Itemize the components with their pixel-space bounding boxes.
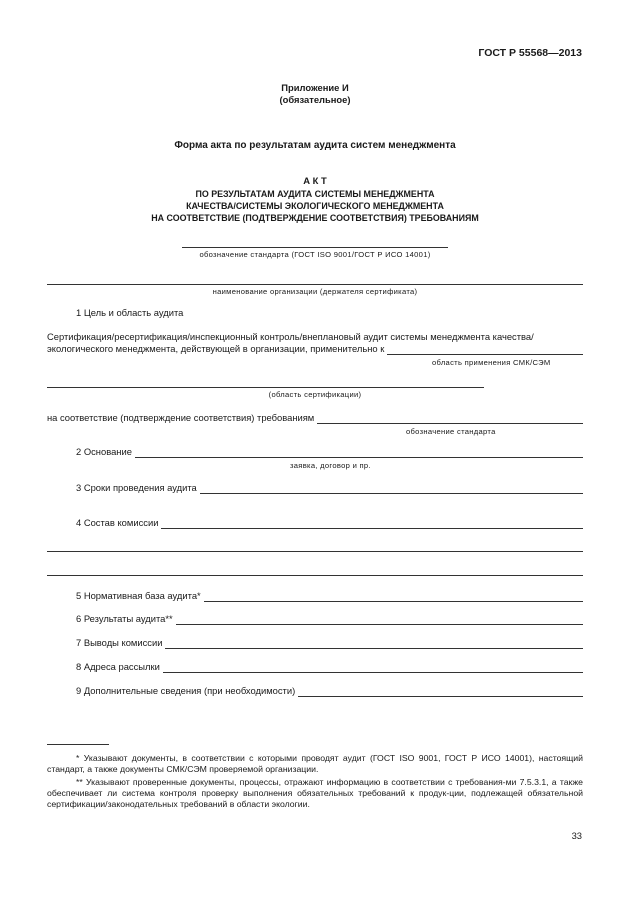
- section-2-row: [76, 446, 583, 458]
- appendix-title: Приложение И: [281, 82, 349, 93]
- act-line-1: ПО РЕЗУЛЬТАТАМ АУДИТА СИСТЕМЫ МЕНЕДЖМЕНТА: [195, 189, 435, 199]
- section-5-title: 5 Нормативная база аудита*: [76, 590, 201, 601]
- section-7-row: [76, 637, 583, 649]
- page-number: 33: [571, 830, 582, 841]
- section-6-title: 6 Результаты аудита**: [76, 613, 173, 624]
- organization-name-field[interactable]: [47, 284, 583, 285]
- section-4-title: 4 Состав комиссии: [76, 517, 159, 528]
- section-1-text-1: Сертификация/ресертификация/инспекционный контроль/внеплановый аудит системы менеджмента качества/: [47, 331, 534, 342]
- commission-field[interactable]: [161, 518, 583, 529]
- section-8-row: [76, 661, 583, 673]
- section-9-row: [76, 685, 583, 697]
- section-4-row: [76, 517, 583, 529]
- act-title: А К Т: [303, 175, 327, 186]
- section-8-title: 8 Адреса рассылки: [76, 661, 160, 672]
- appendix-status: (обязательное): [279, 94, 351, 105]
- basis-field[interactable]: [135, 447, 583, 458]
- section-7-title: 7 Выводы комиссии: [76, 637, 163, 648]
- section-2-title: 2 Основание: [76, 446, 132, 457]
- commission-field-line-2[interactable]: [47, 551, 583, 552]
- conclusions-field[interactable]: [165, 638, 583, 649]
- act-line-3: НА СООТВЕТСТВИЕ (ПОДТВЕРЖДЕНИЕ СООТВЕТСТВИЯ) ТРЕБОВАНИЯМ: [151, 213, 479, 223]
- form-title: Форма акта по результатам аудита систем менеджмента: [174, 140, 456, 151]
- compliance-standard-field[interactable]: [317, 413, 583, 424]
- standard-designation-caption: обозначение стандарта (ГОСТ ISO 9001/ГОСТ Р ИСО 14001): [199, 250, 431, 259]
- compliance-standard-caption: обозначение стандарта: [406, 427, 496, 436]
- section-9-title: 9 Дополнительные сведения (при необходимости): [76, 685, 296, 696]
- compliance-label: на соответствие (подтверждение соответствия) требованиям: [47, 412, 315, 423]
- compliance-row: [47, 412, 583, 424]
- footnote-2: ** Указывают проверенные документы, процессы, отражают информацию в соответствии с требования-ми 7.5.3.1, а также обеспечивает ли система контроля проверку выполнения обязательных требований к продук-ции, подлежащей обязательной сертификации/законодательных требований в области экологии.: [47, 777, 583, 809]
- footnote-separator: [47, 744, 109, 745]
- section-3-title: 3 Сроки проведения аудита: [76, 482, 197, 493]
- distribution-field[interactable]: [163, 662, 583, 673]
- certification-area-field[interactable]: [47, 387, 484, 388]
- footnote-1: * Указывают документы, в соответствии с которыми проводят аудит (ГОСТ ISO 9001, ГОСТ Р ИСО 14001), настоящий стандарт, а также документы СМК/СЭМ проверяемой организации.: [47, 753, 583, 774]
- act-line-2: КАЧЕСТВА/СИСТЕМЫ ЭКОЛОГИЧЕСКОГО МЕНЕДЖМЕНТА: [186, 201, 444, 211]
- application-area-field[interactable]: [387, 344, 583, 355]
- additional-info-field[interactable]: [298, 686, 583, 697]
- standard-designation-field[interactable]: [182, 247, 448, 248]
- audit-results-field[interactable]: [176, 614, 583, 625]
- certification-area-caption: (область сертификации): [268, 390, 362, 399]
- normative-base-field[interactable]: [204, 591, 583, 602]
- section-1-title: 1 Цель и область аудита: [76, 307, 184, 318]
- standard-header: ГОСТ Р 55568—2013: [478, 47, 582, 59]
- basis-caption: заявка, договор и пр.: [290, 461, 371, 470]
- audit-dates-field[interactable]: [200, 483, 583, 494]
- application-area-caption: область применения СМК/СЭМ: [432, 358, 551, 367]
- organization-name-caption: наименование организации (держателя сертификата): [212, 287, 418, 296]
- commission-field-line-3[interactable]: [47, 575, 583, 576]
- section-1-text-2: экологического менеджмента, действующей в организации, применительно к: [47, 343, 385, 354]
- section-3-row: [76, 482, 583, 494]
- application-area-row: [47, 343, 583, 355]
- section-6-row: [76, 613, 583, 625]
- section-5-row: [76, 590, 583, 602]
